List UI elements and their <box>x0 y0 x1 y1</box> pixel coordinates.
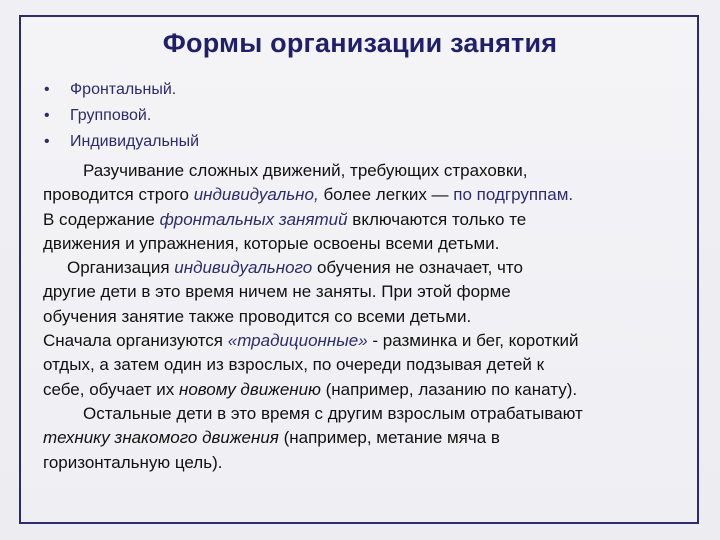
slide-title: Формы организации занятия <box>162 28 558 58</box>
bullet-icon: • <box>44 133 50 150</box>
text-span: обучения не означает, что <box>312 258 523 278</box>
emphasis-text: фронтальных занятий <box>159 209 348 229</box>
bullet-icon: • <box>44 107 50 124</box>
text-line <box>43 232 683 256</box>
text-line <box>43 451 683 475</box>
text-span: включаются только те <box>347 209 527 229</box>
text-line <box>43 280 683 304</box>
text-span: горизонтальную цель). <box>43 452 223 472</box>
emphasis-text: «традиционные» <box>227 331 368 351</box>
text-span: другие дети в это время ничем не заняты. При этой форме <box>43 282 511 302</box>
body-text <box>43 159 683 475</box>
text-line <box>43 159 683 183</box>
text-span: Сначала организуются <box>43 331 228 351</box>
text-line <box>43 353 683 377</box>
bullet-item-frontal <box>44 77 199 103</box>
text-span: В содержание <box>43 209 160 229</box>
bullet-label: Индивидуальный <box>70 133 200 150</box>
text-line <box>43 426 683 450</box>
text-span: (например, метание мяча в <box>278 428 500 448</box>
bullet-label: Групповой. <box>70 107 152 124</box>
bullet-label: Фронтальный. <box>70 81 177 98</box>
text-span: проводится строго <box>43 185 194 205</box>
text-line <box>43 378 683 402</box>
text-line <box>43 208 683 232</box>
text-span: отдых, а затем один из взрослых, по очереди подзывая детей к <box>43 355 545 375</box>
emphasis-text: индивидуального <box>174 258 313 278</box>
text-span: себе, обучает их <box>43 379 179 399</box>
text-span: (например, лазанию по канату). <box>320 379 578 399</box>
text-span: движения и упражнения, которые освоены всеми детьми. <box>43 233 500 253</box>
highlight-text: по подгруппам. <box>453 185 574 205</box>
emphasis-text: индивидуально, <box>193 185 319 205</box>
text-line <box>43 402 683 426</box>
bullet-icon: • <box>44 81 50 98</box>
text-line <box>43 329 683 353</box>
text-span: обучения занятие также проводится со всеми детьми. <box>43 306 472 326</box>
emphasis-text: технику знакомого движения <box>43 428 279 448</box>
text-span: - разминка и бег, короткий <box>367 331 579 351</box>
bullet-item-group <box>44 103 199 129</box>
text-line <box>43 256 683 280</box>
bullet-item-individual <box>44 129 199 155</box>
emphasis-text: новому движению <box>178 379 321 399</box>
text-span: более легких — <box>318 185 454 205</box>
text-span: Организация <box>67 258 175 278</box>
bullet-list <box>44 77 199 155</box>
text-line <box>43 183 683 207</box>
text-span: Разучивание сложных движений, требующих страховки, <box>83 161 528 180</box>
text-span: Остальные дети в это время с другим взрослым отрабатывают <box>83 403 583 423</box>
text-line <box>43 305 683 329</box>
